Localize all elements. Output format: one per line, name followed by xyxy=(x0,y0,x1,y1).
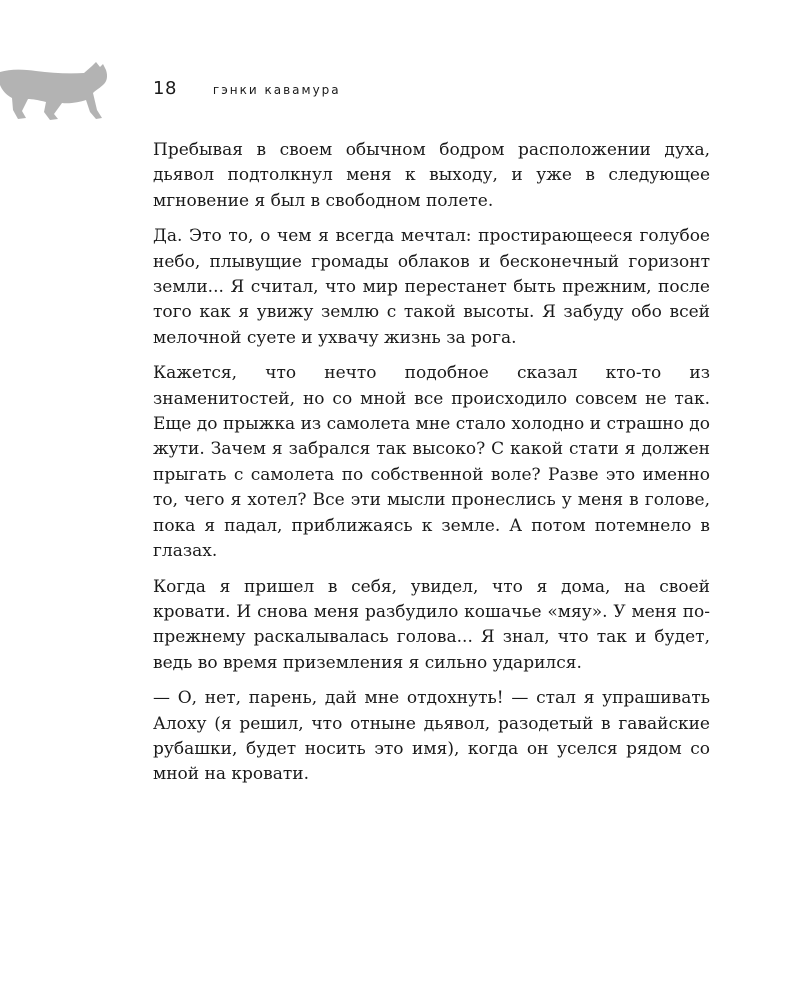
paragraph: — О, нет, парень, дай мне отдохнуть! — стал я упрашивать Алоху (я решил, что отныне дьявол, разодетый в гавайские рубашки, будет носить это имя), когда он уселся рядом со мной на кровати. xyxy=(153,688,710,785)
paragraph: Кажется, что нечто подобное сказал кто-то из знаменитостей, но со мной все происходило совсем не так. Еще до прыжка из самолета мне стало холодно и страшно до жути. Зачем я забрался так высоко? С какой стати я должен прыгать с самолета по собственной воле? Разве это именно то, чего я хотел? Все эти мысли пронеслись у меня в голове, пока я падал, приближаясь к земле. А потом потемнело в глазах. xyxy=(153,363,710,562)
cat-silhouette-icon xyxy=(0,58,110,124)
paragraph: Когда я пришел в себя, увидел, что я дома, на своей кровати. И снова меня разбудило кошачье «мяу». У меня по-прежнему раскалывалась голова... Я знал, что так и будет, ведь во время приземления я сильно ударился. xyxy=(153,576,710,673)
book-author: гэнки кавамура xyxy=(212,83,341,97)
page-number: 18 xyxy=(153,78,177,99)
paragraph: Да. Это то, о чем я всегда мечтал: простирающееся голубое небо, плывущие громады облаков и бесконечный горизонт земли... Я считал, что мир перестанет быть прежним, после того как я увижу землю с такой высоты. Я забуду обо всей мелочной суете и ухвачу жизнь за рога. xyxy=(153,226,710,348)
paragraph: Пребывая в своем обычном бодром расположении духа, дьявол подтолкнул меня к выходу, и уже в следующее мгновение я был в свободном полете. xyxy=(153,140,710,211)
running-head xyxy=(153,78,341,100)
body-text xyxy=(153,138,710,798)
